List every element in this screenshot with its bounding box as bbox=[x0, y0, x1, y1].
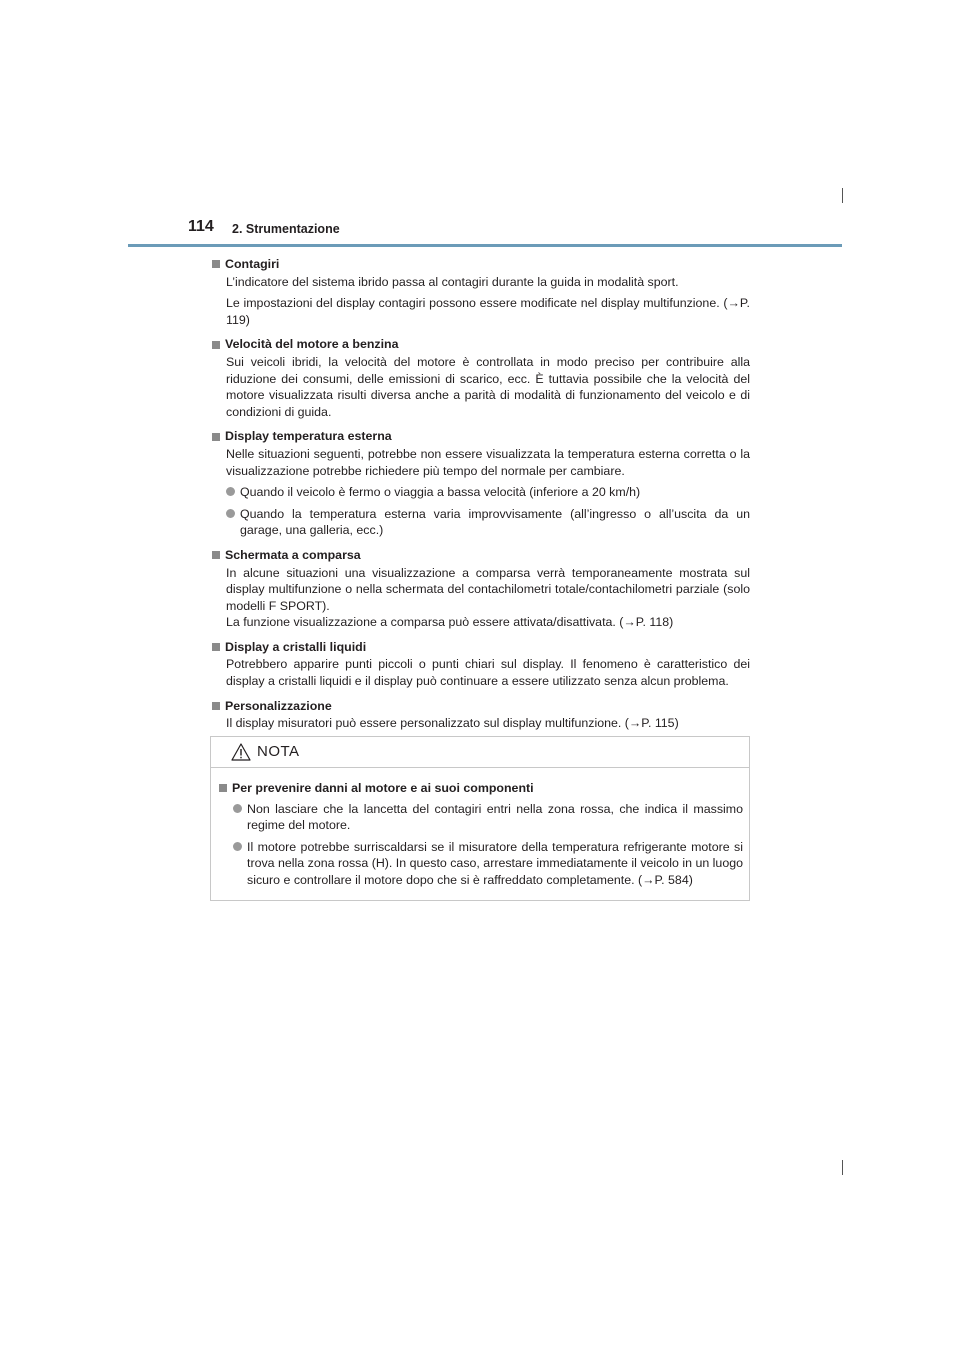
round-bullet-icon bbox=[233, 804, 242, 813]
section-personalizzazione bbox=[212, 698, 750, 732]
list-item: Quando il veicolo è fermo o viaggia a bassa velocità (inferiore a 20 km/h) bbox=[226, 484, 750, 501]
section-heading: Display temperatura esterna bbox=[225, 429, 392, 444]
paragraph: Le impostazioni del display contagiri possono essere modificate nel display multifunzione. (→P. 119) bbox=[226, 296, 750, 327]
round-bullet-icon bbox=[233, 842, 242, 851]
crop-mark-bottom bbox=[842, 1160, 843, 1175]
page-number: 114 bbox=[188, 218, 214, 235]
paragraph: Potrebbero apparire punti piccoli o punti chiari sul display. Il fenomeno è caratteristico dei display a cristalli liquidi e il display può continuare a essere utilizzato senza alcun problema. bbox=[226, 657, 750, 689]
square-bullet-icon bbox=[212, 341, 220, 349]
nota-body bbox=[211, 768, 749, 900]
section-heading: Personalizzazione bbox=[225, 698, 332, 713]
section-temperatura-esterna bbox=[212, 428, 750, 539]
list-item: Non lasciare che la lancetta del contagiri entri nella zona rossa, che indica il massimo regime del motore. bbox=[233, 801, 743, 834]
section-heading: Velocità del motore a benzina bbox=[225, 337, 399, 352]
section-schermata-comparsa bbox=[212, 547, 750, 631]
square-bullet-icon bbox=[212, 260, 220, 268]
main-content bbox=[212, 256, 750, 740]
nota-box bbox=[210, 736, 750, 901]
paragraph: Nelle situazioni seguenti, potrebbe non essere visualizzata la temperatura esterna corretta o la visualizzazione potrebbe richiedere più tempo del normale per cambiare. bbox=[226, 446, 750, 478]
header-rule bbox=[128, 244, 842, 247]
list-item: Quando la temperatura esterna varia improvvisamente (all’ingresso o all’uscita da un garage, una galleria, ecc.) bbox=[226, 506, 750, 539]
section-title: 2. Strumentazione bbox=[232, 222, 340, 236]
square-bullet-icon bbox=[212, 551, 220, 559]
crop-mark-top bbox=[842, 188, 843, 203]
nota-heading: NOTA bbox=[257, 742, 300, 760]
paragraph: L’indicatore del sistema ibrido passa al contagiri durante la guida in modalità sport. bbox=[226, 274, 679, 289]
square-bullet-icon bbox=[212, 702, 220, 710]
section-heading: Display a cristalli liquidi bbox=[225, 639, 367, 654]
nota-header bbox=[211, 737, 749, 768]
warning-triangle-icon bbox=[231, 743, 251, 761]
paragraph: In alcune situazioni una visualizzazione a comparsa verrà temporaneamente mostrata sul display multifunzione o nella schermata del contachilometri totale/contachilometri parziale (solo modelli F SPORT). bbox=[226, 565, 750, 613]
section-cristalli-liquidi bbox=[212, 639, 750, 690]
section-contagiri bbox=[212, 256, 750, 328]
square-bullet-icon bbox=[212, 643, 220, 651]
round-bullet-icon bbox=[226, 487, 235, 496]
section-velocita-motore bbox=[212, 336, 750, 420]
list-item: Il motore potrebbe surriscaldarsi se il misuratore della temperatura refrigerante motore si trova nella zona rossa (H). In questo caso, arrestare immediatamente il veicolo in un luogo sicuro e controllare il motore dopo che si è raffreddato completamente. (→P. 584) bbox=[233, 839, 743, 889]
round-bullet-icon bbox=[226, 509, 235, 518]
section-heading: Schermata a comparsa bbox=[225, 547, 361, 562]
paragraph: Il display misuratori può essere personalizzato sul display multifunzione. (→P. 115) bbox=[226, 716, 679, 731]
square-bullet-icon bbox=[212, 433, 220, 441]
paragraph: Sui veicoli ibridi, la velocità del motore è controllata in modo preciso per contribuire alla riduzione dei consumi, delle emissioni di scarico, ecc. È tuttavia possibile che la velocità del motore visualizzata risulti diversa anche a parità di modalità di funzionamento del veicolo e di condizioni di guida. bbox=[226, 354, 750, 419]
section-heading: Contagiri bbox=[225, 257, 280, 271]
square-bullet-icon bbox=[219, 784, 227, 792]
nota-title: Per prevenire danni al motore e ai suoi componenti bbox=[232, 781, 534, 795]
paragraph: La funzione visualizzazione a comparsa può essere attivata/disattivata. (→P. 118) bbox=[226, 615, 674, 630]
